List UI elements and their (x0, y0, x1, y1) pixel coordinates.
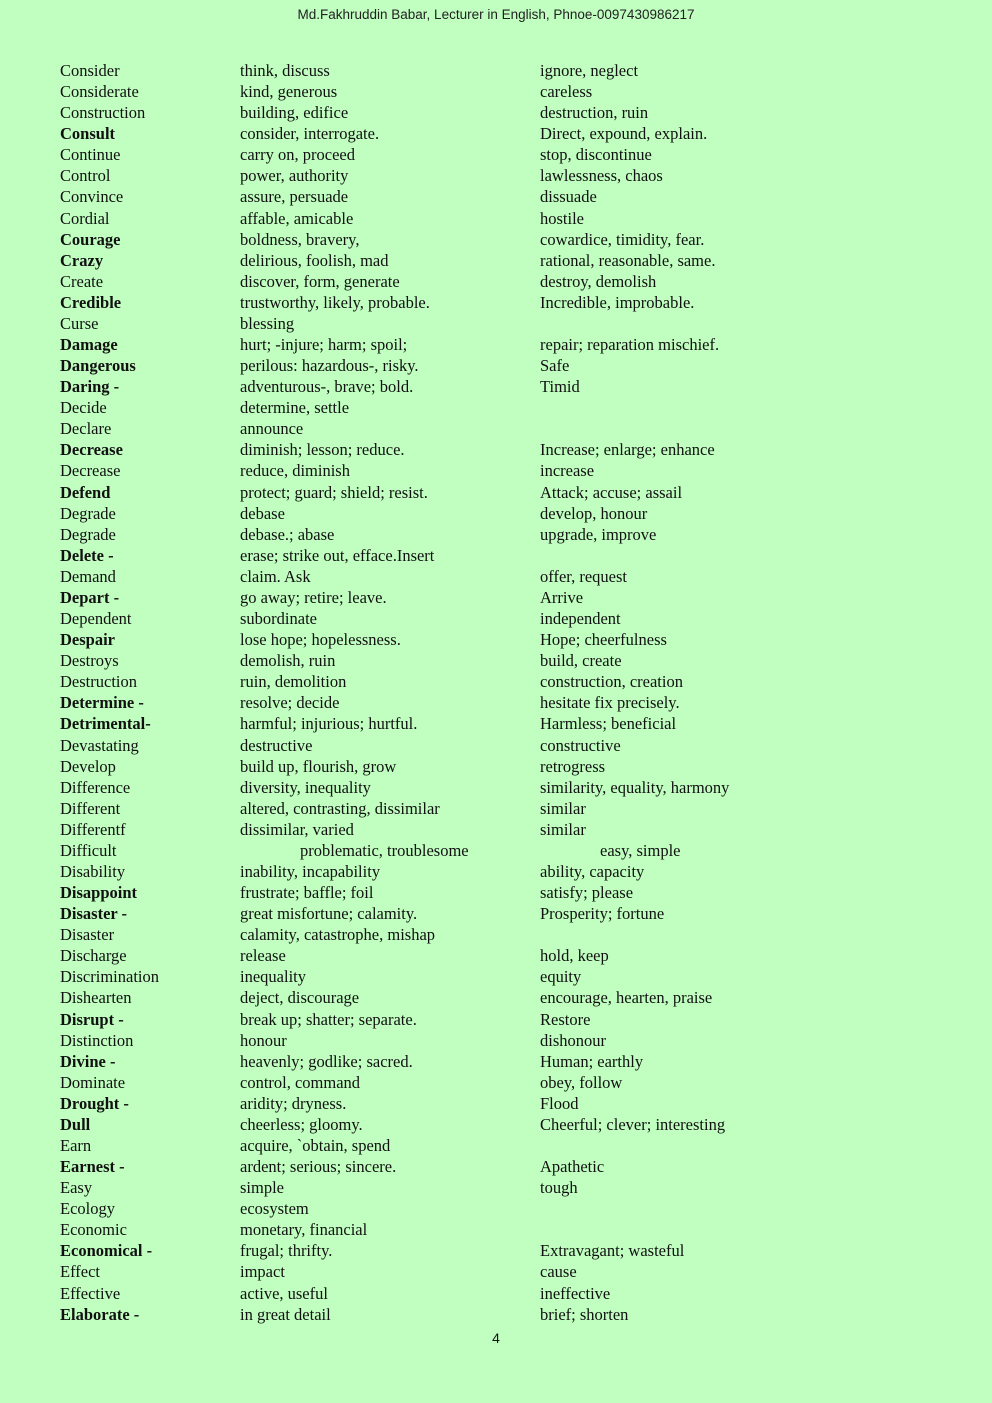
headword: Disappoint (60, 883, 138, 903)
vocab-row (0, 713, 992, 734)
antonyms: Arrive (540, 587, 584, 607)
headword: Difficult (60, 840, 117, 860)
synonyms: affable, amicable (240, 208, 354, 228)
vocab-row (0, 1219, 992, 1240)
vocab-row (0, 903, 992, 924)
synonyms: calamity, catastrophe, mishap (240, 925, 436, 945)
vocab-row (0, 81, 992, 102)
synonyms: break up; shatter; separate. (240, 1009, 417, 1029)
synonyms: honour (240, 1030, 287, 1050)
vocab-row (0, 355, 992, 376)
vocab-row (0, 1156, 992, 1177)
antonyms: cowardice, timidity, fear. (540, 229, 705, 249)
synonyms: debase (240, 503, 285, 523)
antonyms: Restore (540, 1009, 591, 1029)
vocab-row (0, 524, 992, 545)
synonyms: think, discuss (240, 61, 330, 80)
antonyms: Cheerful; clever; interesting (540, 1114, 726, 1134)
vocab-row (0, 924, 992, 945)
headword: Dishearten (60, 988, 132, 1008)
vocab-row (0, 1135, 992, 1156)
synonyms: frugal; thrifty. (240, 1241, 333, 1261)
headword: Crazy (60, 250, 104, 270)
synonyms: erase; strike out, efface.Insert (240, 545, 435, 565)
antonyms: destruction, ruin (540, 103, 649, 123)
antonyms: destroy, demolish (540, 271, 657, 291)
vocab-row (0, 1304, 992, 1325)
synonyms: dissimilar, varied (240, 819, 354, 839)
synonyms: build up, flourish, grow (240, 756, 397, 776)
vocab-row (0, 1283, 992, 1304)
antonyms: easy, simple (600, 840, 681, 860)
headword: Detrimental- (60, 714, 151, 734)
antonyms: ability, capacity (540, 861, 645, 881)
synonyms: altered, contrasting, dissimilar (240, 798, 440, 818)
synonyms: delirious, foolish, mad (240, 250, 389, 270)
synonyms: lose hope; hopelessness. (240, 630, 401, 650)
vocab-row (0, 292, 992, 313)
antonyms: hesitate fix precisely. (540, 693, 680, 713)
antonyms: encourage, hearten, praise (540, 988, 713, 1008)
antonyms: retrogress (540, 756, 606, 776)
vocab-row (0, 966, 992, 987)
synonyms: announce (240, 419, 304, 439)
antonyms: similarity, equality, harmony (540, 777, 730, 797)
antonyms: Prosperity; fortune (540, 904, 665, 924)
headword: Decrease (60, 461, 121, 481)
antonyms: stop, discontinue (540, 145, 652, 165)
page-header: Md.Fakhruddin Babar, Lecturer in English, Phnoe-0097430986217 (297, 7, 695, 22)
vocab-row (0, 840, 992, 861)
synonyms: protect; guard; shield; resist. (240, 482, 428, 502)
vocab-row (0, 313, 992, 334)
antonyms: similar (540, 798, 586, 818)
synonyms: simple (240, 1178, 284, 1198)
vocab-row (0, 1072, 992, 1093)
antonyms: dissuade (540, 187, 597, 207)
synonyms: trustworthy, likely, probable. (240, 292, 430, 312)
antonyms: Flood (540, 1093, 579, 1113)
synonyms: assure, persuade (240, 187, 349, 207)
synonyms: inequality (240, 967, 306, 987)
headword: Degrade (60, 503, 116, 523)
antonyms: careless (540, 82, 593, 102)
synonyms: adventurous-, brave; bold. (240, 377, 414, 397)
synonyms: frustrate; baffle; foil (240, 883, 374, 903)
headword: Dull (60, 1114, 91, 1134)
antonyms: similar (540, 819, 586, 839)
synonyms: ecosystem (240, 1199, 309, 1219)
headword: Despair (60, 630, 115, 650)
antonyms: obey, follow (540, 1072, 623, 1092)
antonyms: Apathetic (540, 1157, 605, 1177)
vocab-row (0, 945, 992, 966)
headword: Degrade (60, 524, 116, 544)
vocab-row (0, 566, 992, 587)
headword: Disrupt - (60, 1009, 124, 1029)
headword: Convince (60, 187, 124, 207)
synonyms: blessing (240, 313, 295, 333)
antonyms: hold, keep (540, 946, 609, 966)
antonyms: dishonour (540, 1030, 606, 1050)
vocab-row (0, 777, 992, 798)
headword: Elaborate - (60, 1304, 140, 1324)
vocab-row (0, 1177, 992, 1198)
headword: Disaster - (60, 904, 128, 924)
vocab-row (0, 1240, 992, 1261)
synonyms: demolish, ruin (240, 651, 336, 671)
vocab-row (0, 482, 992, 503)
headword: Decrease (60, 440, 123, 460)
vocab-row (0, 418, 992, 439)
headword: Effect (60, 1262, 101, 1282)
antonyms: offer, request (540, 566, 627, 586)
headword: Economic (60, 1220, 127, 1240)
vocab-row (0, 250, 992, 271)
vocab-row (0, 271, 992, 292)
vocab-row (0, 882, 992, 903)
antonyms: Extravagant; wasteful (540, 1241, 685, 1261)
synonyms: acquire, `obtain, spend (240, 1135, 391, 1155)
synonyms: control, command (240, 1072, 361, 1092)
headword: Delete - (60, 545, 114, 565)
headword: Disaster (60, 925, 115, 945)
antonyms: ignore, neglect (540, 61, 639, 80)
vocab-row (0, 397, 992, 418)
vocab-row (0, 1051, 992, 1072)
antonyms: Attack; accuse; assail (540, 482, 683, 502)
synonyms: aridity; dryness. (240, 1093, 347, 1113)
synonyms: in great detail (240, 1304, 331, 1324)
vocab-row (0, 208, 992, 229)
vocab-row (0, 798, 992, 819)
synonyms: resolve; decide (240, 693, 340, 713)
vocab-row (0, 144, 992, 165)
vocab-row (0, 756, 992, 777)
headword: Depart - (60, 587, 120, 607)
headword: Dependent (60, 609, 132, 629)
headword: Courage (60, 229, 121, 249)
headword: Effective (60, 1283, 121, 1303)
vocabulary-list (0, 60, 992, 1325)
headword: Discharge (60, 946, 127, 966)
synonyms: perilous: hazardous-, risky. (240, 356, 419, 376)
synonyms: problematic, troublesome (300, 840, 469, 860)
synonyms: diminish; lesson; reduce. (240, 440, 405, 460)
headword: Distinction (60, 1030, 134, 1050)
headword: Develop (60, 756, 116, 776)
vocab-row (0, 60, 992, 81)
headword: Earnest - (60, 1157, 125, 1177)
synonyms: consider, interrogate. (240, 124, 380, 144)
antonyms: cause (540, 1262, 577, 1282)
synonyms: determine, settle (240, 398, 350, 418)
headword: Curse (60, 313, 99, 333)
synonyms: diversity, inequality (240, 777, 371, 797)
vocab-row (0, 692, 992, 713)
synonyms: hurt; -injure; harm; spoil; (240, 335, 408, 355)
synonyms: great misfortune; calamity. (240, 904, 418, 924)
antonyms: tough (540, 1178, 578, 1198)
vocab-row (0, 102, 992, 123)
vocab-row (0, 1114, 992, 1135)
synonyms: cheerless; gloomy. (240, 1114, 363, 1134)
vocab-row (0, 439, 992, 460)
antonyms: Hope; cheerfulness (540, 630, 667, 650)
synonyms: harmful; injurious; hurtful. (240, 714, 418, 734)
headword: Earn (60, 1135, 92, 1155)
antonyms: brief; shorten (540, 1304, 629, 1324)
headword: Damage (60, 335, 118, 355)
synonyms: active, useful (240, 1283, 328, 1303)
antonyms: construction, creation (540, 672, 683, 692)
headword: Destroys (60, 651, 119, 671)
synonyms: release (240, 946, 286, 966)
headword: Divine - (60, 1051, 116, 1071)
headword: Determine - (60, 693, 144, 713)
headword: Ecology (60, 1199, 115, 1219)
antonyms: constructive (540, 735, 621, 755)
vocab-row (0, 629, 992, 650)
vocab-row (0, 123, 992, 144)
antonyms: hostile (540, 208, 584, 228)
vocab-row (0, 1093, 992, 1114)
headword: Decide (60, 398, 107, 418)
headword: Economical - (60, 1241, 153, 1261)
antonyms: increase (540, 461, 595, 481)
headword: Dominate (60, 1072, 126, 1092)
synonyms: debase.; abase (240, 524, 335, 544)
headword: Destruction (60, 672, 137, 692)
antonyms: build, create (540, 651, 622, 671)
page-number: 4 (492, 1330, 500, 1346)
synonyms: reduce, diminish (240, 461, 350, 481)
headword: Devastating (60, 735, 139, 755)
antonyms: Human; earthly (540, 1051, 644, 1071)
antonyms: Incredible, improbable. (540, 292, 695, 312)
synonyms: boldness, bravery, (240, 229, 360, 249)
vocab-row (0, 503, 992, 524)
antonyms: Direct, expound, explain. (540, 124, 708, 144)
headword: Demand (60, 566, 116, 586)
antonyms: Safe (540, 356, 570, 376)
headword: Disability (60, 861, 126, 881)
antonyms: ineffective (540, 1283, 611, 1303)
synonyms: inability, incapability (240, 861, 381, 881)
synonyms: deject, discourage (240, 988, 360, 1008)
vocab-row (0, 987, 992, 1008)
headword: Cordial (60, 208, 110, 228)
headword: Discrimination (60, 967, 159, 987)
headword: Considerate (60, 82, 139, 102)
synonyms: heavenly; godlike; sacred. (240, 1051, 413, 1071)
headword: Defend (60, 482, 111, 502)
synonyms: discover, form, generate (240, 271, 400, 291)
antonyms: Timid (540, 377, 580, 397)
vocab-row (0, 735, 992, 756)
synonyms: destructive (240, 735, 313, 755)
headword: Consult (60, 124, 116, 144)
headword: Difference (60, 777, 131, 797)
vocab-row (0, 819, 992, 840)
antonyms: lawlessness, chaos (540, 166, 663, 186)
headword: Differentf (60, 819, 126, 839)
vocab-row (0, 671, 992, 692)
synonyms: subordinate (240, 609, 317, 629)
headword: Create (60, 271, 104, 291)
vocab-row (0, 1009, 992, 1030)
antonyms: Increase; enlarge; enhance (540, 440, 715, 460)
headword: Credible (60, 292, 122, 312)
vocab-row (0, 165, 992, 186)
headword: Dangerous (60, 356, 136, 376)
headword: Continue (60, 145, 121, 165)
vocab-row (0, 1261, 992, 1282)
vocab-row (0, 861, 992, 882)
vocab-row (0, 587, 992, 608)
antonyms: satisfy; please (540, 883, 634, 903)
headword: Consider (60, 61, 120, 80)
antonyms: independent (540, 609, 621, 629)
headword: Declare (60, 419, 112, 439)
vocab-row (0, 376, 992, 397)
vocab-row (0, 334, 992, 355)
headword: Daring - (60, 377, 120, 397)
antonyms: repair; reparation mischief. (540, 335, 720, 355)
synonyms: ardent; serious; sincere. (240, 1157, 397, 1177)
vocab-row (0, 650, 992, 671)
antonyms: develop, honour (540, 503, 648, 523)
synonyms: go away; retire; leave. (240, 587, 387, 607)
headword: Control (60, 166, 111, 186)
vocab-row (0, 545, 992, 566)
synonyms: building, edifice (240, 103, 349, 123)
antonyms: upgrade, improve (540, 524, 657, 544)
synonyms: ruin, demolition (240, 672, 347, 692)
synonyms: carry on, proceed (240, 145, 355, 165)
synonyms: impact (240, 1262, 285, 1282)
synonyms: monetary, financial (240, 1220, 368, 1240)
vocab-row (0, 1198, 992, 1219)
vocab-row (0, 1030, 992, 1051)
vocab-row (0, 229, 992, 250)
headword: Drought - (60, 1093, 129, 1113)
vocab-row (0, 608, 992, 629)
antonyms: Harmless; beneficial (540, 714, 677, 734)
synonyms: power, authority (240, 166, 349, 186)
synonyms: kind, generous (240, 82, 338, 102)
headword: Easy (60, 1178, 93, 1198)
headword: Construction (60, 103, 146, 123)
vocab-row (0, 460, 992, 481)
antonyms: equity (540, 967, 582, 987)
headword: Different (60, 798, 121, 818)
antonyms: rational, reasonable, same. (540, 250, 716, 270)
synonyms: claim. Ask (240, 566, 311, 586)
vocab-row (0, 186, 992, 207)
